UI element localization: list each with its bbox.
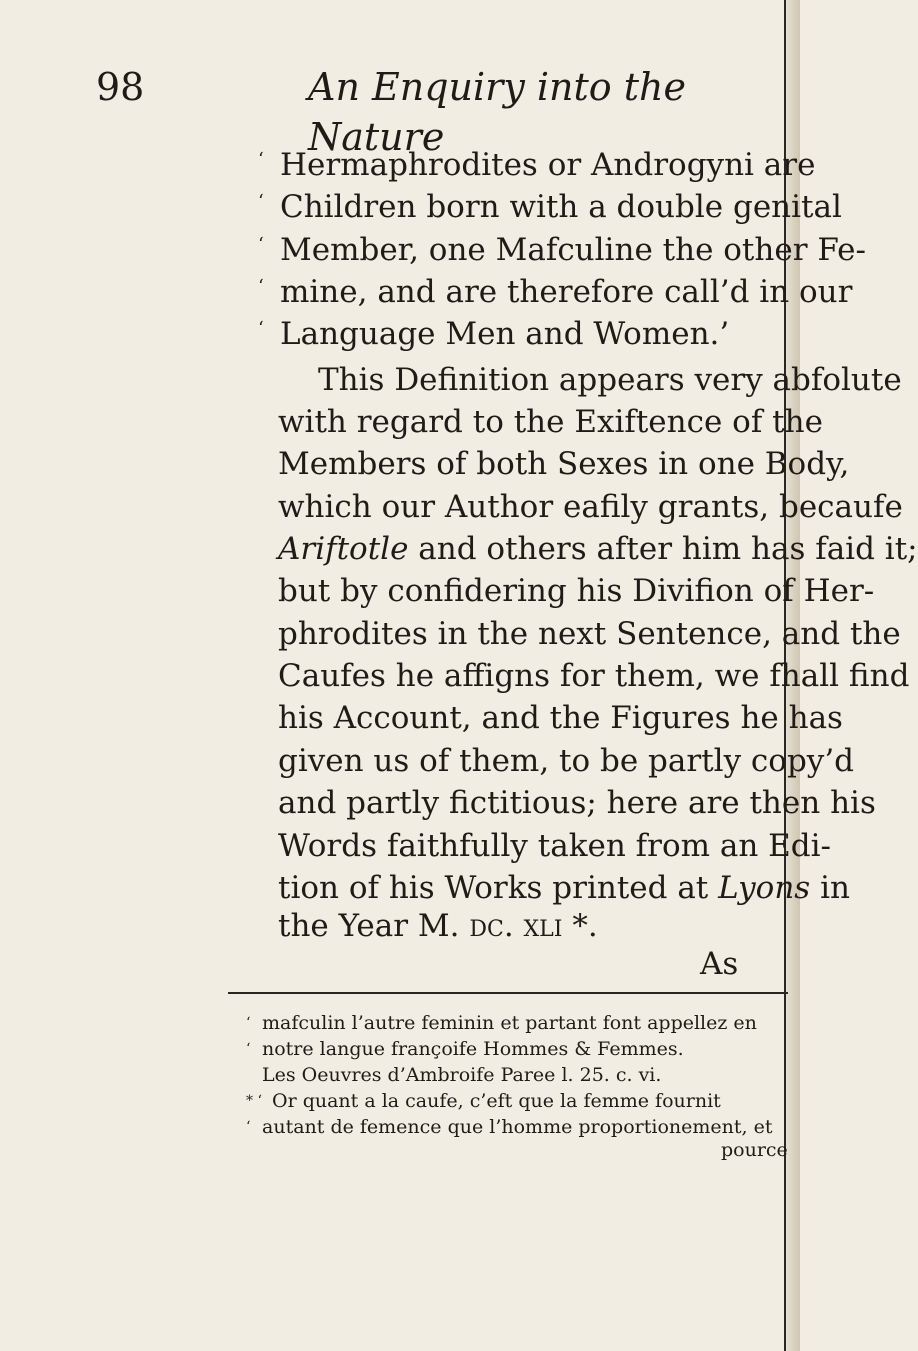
body-line: Words faithfully taken from an Edi-: [278, 828, 832, 864]
body-line: but by confidering his Divifion of Her-: [278, 573, 875, 609]
catchword: As: [700, 946, 739, 982]
body-text-span: tion of his Works printed at: [278, 870, 719, 906]
footnote-text: mafculin l’autre feminin et partant font appellez en: [262, 1012, 757, 1034]
body-line: with regard to the Exiftence of the: [278, 404, 823, 440]
footnote-line: [246, 1036, 684, 1062]
footnote-rule: [228, 992, 788, 994]
quote-mark: ‘: [246, 1119, 251, 1135]
footnote-ref: *.: [562, 908, 598, 944]
footnote-line: [246, 1010, 757, 1036]
quote-mark: ‘: [258, 191, 264, 212]
quote-mark: ‘: [258, 149, 264, 170]
body-text-span: in: [810, 870, 850, 906]
author-name: Ariftotle: [278, 531, 409, 567]
quote-line: [258, 182, 842, 227]
body-line: which our Author eafily grants, becaufe: [278, 489, 903, 525]
quote-line: [258, 225, 866, 270]
quote-mark: ‘: [258, 318, 264, 339]
quote-text: mine, and are therefore call’d in our: [280, 274, 853, 310]
quote-mark: ‘: [246, 1041, 251, 1057]
footnote-text: notre langue françoife Hommes & Femmes.: [262, 1038, 684, 1060]
quote-line: [258, 140, 815, 185]
body-line: his Account, and the Figures he has: [278, 700, 843, 736]
quote-text: Hermaphrodites or Androgyni are: [280, 147, 816, 183]
quote-line: [258, 309, 729, 354]
quote-text: Language Men and Women.’: [280, 316, 730, 352]
running-header: [0, 62, 780, 159]
body-line: Members of both Sexes in one Body,: [278, 446, 850, 482]
body-line: given us of them, to be partly copy’d: [278, 743, 855, 779]
body-line: [278, 868, 850, 908]
footnote-line: [246, 1088, 721, 1114]
running-title: An Enquiry into the Nature: [308, 65, 686, 159]
body-line: phrodites in the next Sentence, and the: [278, 616, 901, 652]
body-line: [278, 529, 918, 569]
body-line: Caufes he affigns for them, we fhall find: [278, 658, 910, 694]
place-name: Lyons: [718, 870, 811, 906]
quote-line: [258, 267, 852, 312]
footnote-text: Or quant a la caufe, c’eft que la femme fournit: [272, 1090, 721, 1112]
roman-numeral: dc. xli: [469, 908, 563, 944]
footnote-line: Les Oeuvres d’Ambroife Paree l. 25. c. vi.: [262, 1064, 662, 1086]
footnote-text: autant de femence que l’homme proportionement, et: [262, 1116, 773, 1138]
quote-mark: ‘: [246, 1015, 251, 1031]
quote-mark: ‘: [258, 234, 264, 255]
body-text-span: and others after him has faid it;: [408, 531, 918, 567]
footnote-line: [246, 1114, 772, 1140]
page-number: 98: [96, 65, 145, 109]
footnote-mark: * ‘: [246, 1093, 262, 1109]
footnote-catchword: pource: [721, 1139, 788, 1161]
body-line: This Definition appears very abfolute: [318, 362, 902, 398]
body-text-span: the Year M.: [278, 908, 470, 944]
body-line: [278, 906, 598, 946]
body-line: and partly fictitious; here are then his: [278, 785, 876, 821]
quote-mark: ‘: [258, 276, 264, 297]
quote-text: Member, one Mafculine the other Fe-: [280, 232, 867, 268]
quote-text: Children born with a double genital: [280, 189, 842, 225]
